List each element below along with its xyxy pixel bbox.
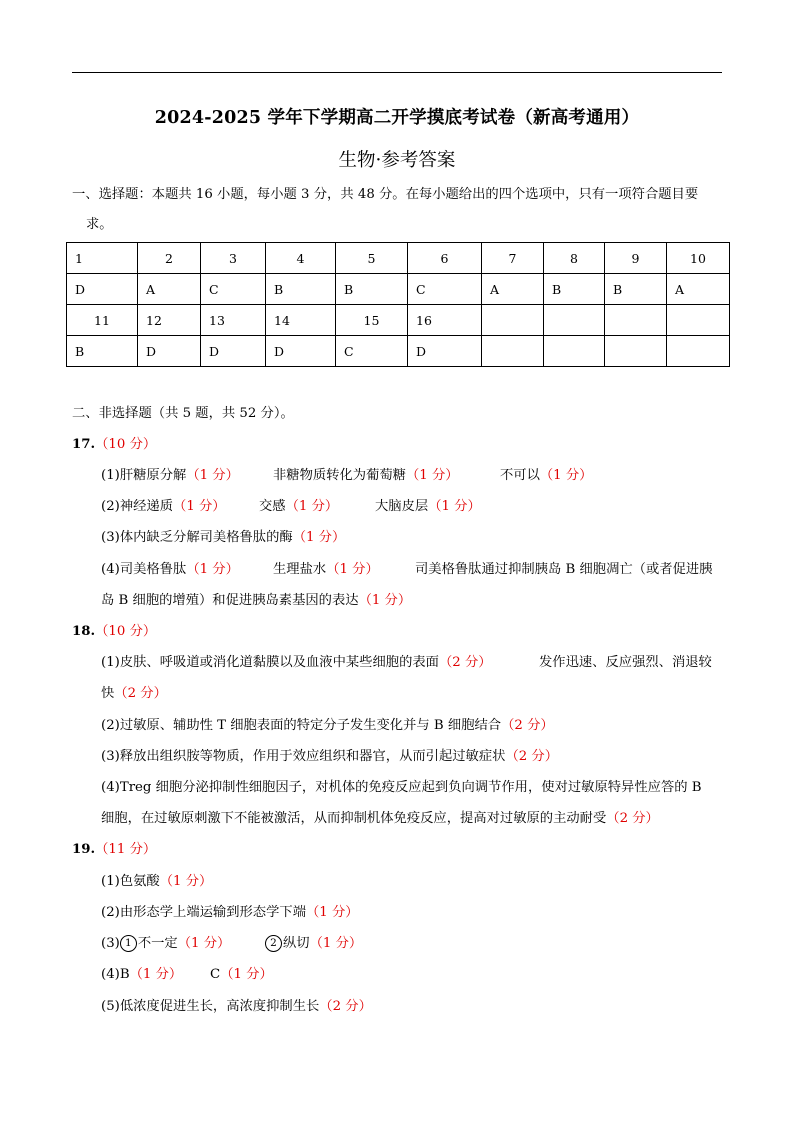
table-cell [544,305,605,336]
table-cell: B [266,274,336,305]
answer-score: （1 分） [306,905,359,920]
question-number: 17. [72,437,96,452]
table-cell [605,305,667,336]
table-cell: B [605,274,667,305]
table-cell [482,336,544,367]
table-cell: 1 [67,243,138,274]
answer-text: (2)神经递质 [101,499,174,514]
table-row-numbers-2 [67,305,730,336]
answer-text: (5)低浓度促进生长，高浓度抑制生长 [101,999,320,1014]
answer-score: （2 分） [501,718,554,733]
answer-score: （1 分） [220,967,273,982]
answer-text: (2)过敏原、辅助性 T 细胞表面的特定分子发生变化并与 B 细胞结合 [101,718,502,733]
answer-line [101,747,558,767]
answer-line [101,778,702,798]
answer-line [210,965,273,985]
section1-intro-line2: 求。 [86,217,113,232]
answer-score: （1 分） [309,936,363,951]
answer-score: （1 分） [285,499,339,514]
table-cell [667,336,730,367]
table-cell: 5 [336,243,408,274]
circled-number: 1 [120,935,137,952]
answer-score: （1 分） [326,562,379,577]
table-cell: D [266,336,336,367]
answer-line [101,560,239,580]
q19-heading [72,840,156,860]
question-number: 18. [72,624,96,639]
table-cell: A [667,274,730,305]
answer-text: 纵切 [283,936,310,951]
answer-text: 不可以 [500,468,540,483]
table-cell: D [138,336,201,367]
table-cell: C [408,274,482,305]
table-cell: 2 [138,243,201,274]
table-cell: D [408,336,482,367]
answer-score: （1 分） [539,468,593,483]
table-cell: 16 [408,305,482,336]
answer-score: （1 分） [405,468,459,483]
answer-line [101,497,226,517]
circled-number: 2 [265,935,282,952]
answer-text: (4)Treg 细胞分泌抑制性细胞因子，对机体的免疫反应起到负向调节作用，使对过敏原特异性应答的 B [101,780,702,795]
page-subtitle: 生物·参考答案 [338,150,456,171]
answer-line [101,684,167,704]
answer-line [101,965,182,985]
table-cell: A [482,274,544,305]
answer-text: (1)皮肤、呼吸道或消化道黏膜以及血液中某些细胞的表面 [101,655,439,670]
answer-text: 非糖物质转化为葡萄糖 [273,468,406,483]
answer-score: （1 分） [173,499,226,514]
question-number: 19. [72,842,96,857]
answer-score: （2 分） [114,686,167,701]
question-score: （10 分） [95,437,157,452]
page-title: 2024-2025 学年下学期高二开学摸底考试卷（新高考通用） [154,108,640,128]
answer-text: (4)B [101,967,130,982]
answer-text: (1)肝糖原分解 [101,468,187,483]
table-cell: 12 [138,305,201,336]
answer-line [101,872,212,892]
table-cell: 15 [336,305,408,336]
answer-line [273,560,379,580]
table-cell [482,305,544,336]
answer-text: 细胞，在过敏原刺激下不能被激活，从而抑制机体免疫反应，提高对过敏原的主动耐受 [101,811,607,826]
answer-line [265,934,362,954]
answer-text: 生理盐水 [273,562,327,577]
table-cell: 8 [544,243,605,274]
table-cell: 14 [266,305,336,336]
answer-table [66,242,730,367]
table-cell: 10 [667,243,730,274]
answer-prefix: (3) [101,936,120,951]
answer-text: C [210,967,221,982]
answer-line [273,466,459,486]
answer-line [101,997,372,1017]
answer-score: （1 分） [292,530,346,545]
table-cell: 6 [408,243,482,274]
q17-heading [72,435,156,455]
table-cell: 11 [67,305,138,336]
answer-score: （1 分） [358,593,412,608]
table-cell: B [544,274,605,305]
answer-text: (3)释放出组织胺等物质，作用于效应组织和器官，从而引起过敏症状 [101,749,506,764]
table-cell: 13 [201,305,266,336]
answer-line [500,466,592,486]
question-score: （11 分） [95,842,157,857]
answer-text: (4)司美格鲁肽 [101,562,187,577]
answer-text: (1)色氨酸 [101,874,160,889]
answer-text: 发作迅速、反应强烈、消退较 [539,655,712,670]
answer-line [101,716,554,736]
answer-text: 快 [101,686,115,701]
answer-line [375,497,481,517]
answer-score: （2 分） [319,999,372,1014]
answer-score: （1 分） [129,967,183,982]
table-cell: A [138,274,201,305]
question-score: （10 分） [95,624,157,639]
answer-text: 司美格鲁肽通过抑制胰岛 B 细胞凋亡（或者促进胰 [415,562,713,577]
answer-score: （1 分） [186,562,239,577]
answer-line [101,653,492,673]
table-cell: 4 [266,243,336,274]
answer-line [101,809,659,829]
answer-line [101,903,359,923]
table-row-numbers-1 [67,243,730,274]
answer-text: 岛 B 细胞的增殖）和促进胰岛素基因的表达 [101,593,359,608]
answer-score: （1 分） [428,499,481,514]
answer-score: （2 分） [438,655,492,670]
q18-heading [72,622,156,642]
answer-line [101,528,345,548]
answer-line [259,497,338,517]
table-cell: B [336,274,408,305]
table-cell [667,305,730,336]
answer-line [415,560,712,580]
answer-score: （2 分） [606,811,659,826]
section1-intro-line1: 一、选择题：本题共 16 小题，每小题 3 分，共 48 分。在每小题给出的四个选项中，只有一项符合题目要 [72,187,699,202]
answer-text: 大脑皮层 [375,499,429,514]
answer-text: 不一定 [137,936,178,951]
table-cell [605,336,667,367]
header-rule [72,72,722,73]
table-row-answers-2 [67,336,730,367]
table-cell [544,336,605,367]
answer-line [101,591,411,611]
answer-line [539,653,712,673]
table-cell: C [336,336,408,367]
answer-text: 交感 [259,499,286,514]
answer-score: （1 分） [186,468,239,483]
answer-score: （1 分） [159,874,213,889]
answer-text: (3)体内缺乏分解司美格鲁肽的酶 [101,530,293,545]
answer-score: （1 分） [177,936,231,951]
table-cell: 9 [605,243,667,274]
table-cell: B [67,336,138,367]
answer-score: （2 分） [505,749,559,764]
answer-line [101,934,230,954]
table-row-answers-1 [67,274,730,305]
table-cell: C [201,274,266,305]
section2-intro: 二、非选择题（共 5 题，共 52 分）。 [72,406,294,421]
table-cell: 7 [482,243,544,274]
table-cell: D [201,336,266,367]
table-cell: D [67,274,138,305]
answer-text: (2)由形态学上端运输到形态学下端 [101,905,306,920]
answer-line [101,466,239,486]
table-cell: 3 [201,243,266,274]
